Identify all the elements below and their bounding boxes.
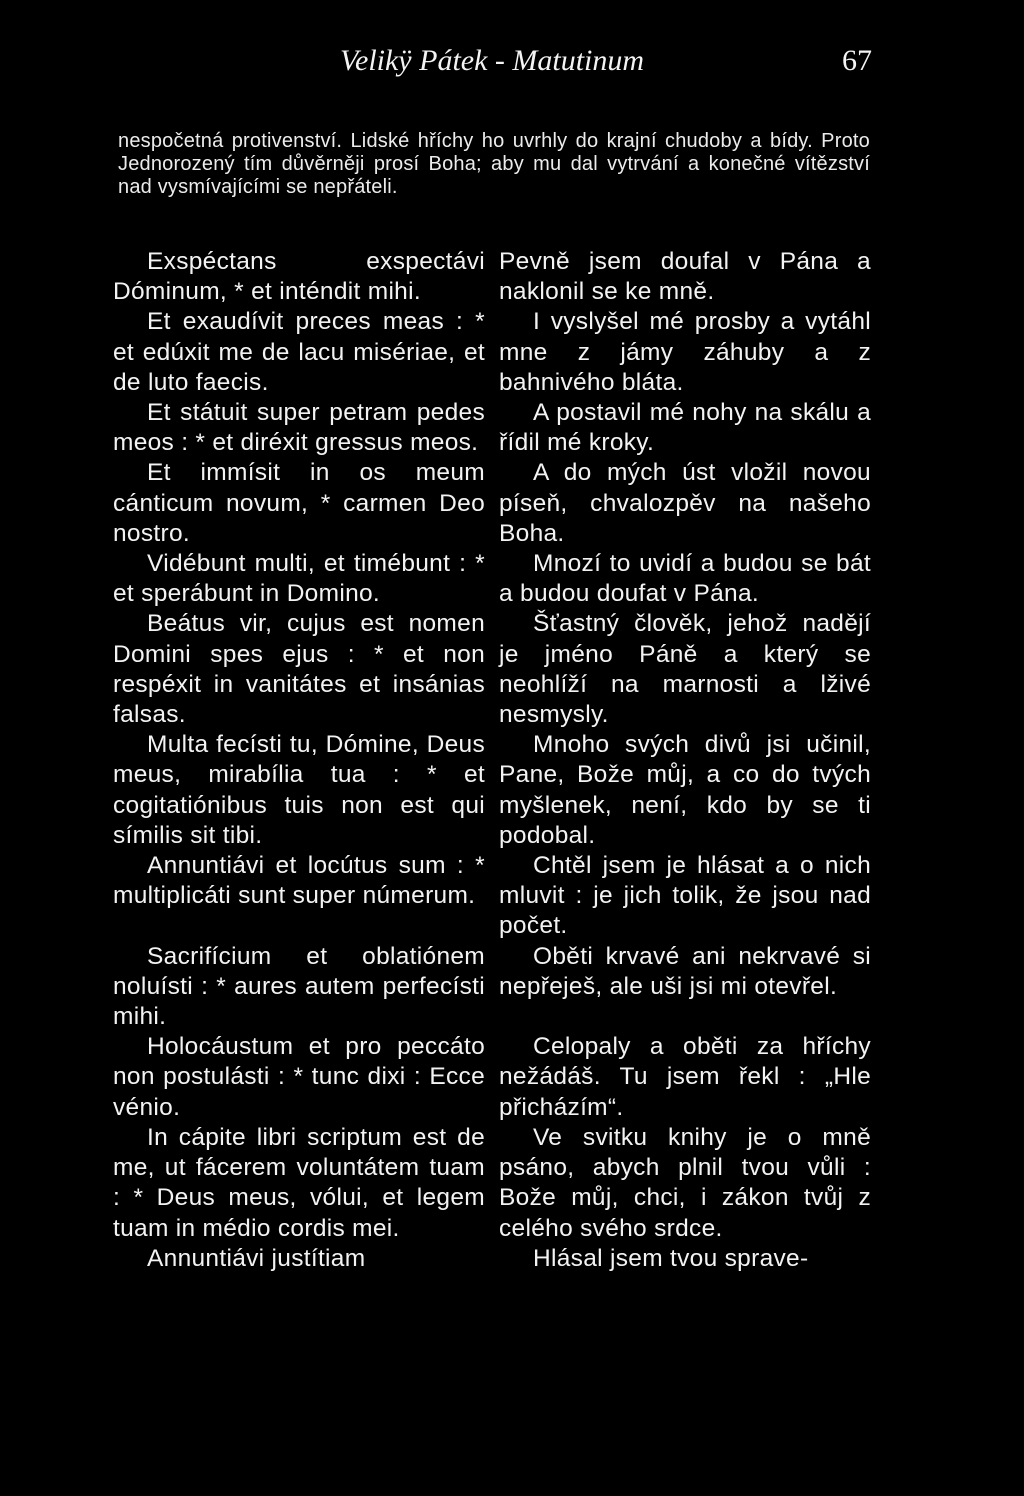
- latin-text: Et státuit super petram pedes meos : * et diréxit gressus meos.: [113, 399, 485, 457]
- psalm-verses: [113, 247, 871, 1274]
- verse-10: [113, 1032, 871, 1123]
- verse-12: [113, 1244, 871, 1274]
- czech-text: Mnozí to uvidí a budou se bát a budou doufat v Pána.: [499, 550, 871, 608]
- czech-text: A do mých úst vložil novou píseň, chvalozpěv na našeho Boha.: [499, 459, 871, 547]
- verse-7: [113, 730, 871, 851]
- latin-text: Et immísit in os meum cánticum novum, * carmen Deo nostro.: [113, 459, 485, 547]
- verse-6: [113, 609, 871, 730]
- czech-text: Chtěl jsem je hlásat a o nich mluvit : je jich tolik, že jsou nad počet.: [499, 852, 871, 940]
- latin-text: Et exaudívit preces meas : * et edúxit me de lacu misériae, et de luto faecis.: [113, 308, 485, 396]
- latin-text: Annuntiávi et locútus sum : * multiplicáti sunt super númerum.: [113, 852, 485, 910]
- latin-text: Beátus vir, cujus est nomen Domini spes ejus : * et non respéxit in vanitátes et insánias falsas.: [113, 610, 485, 729]
- page-header: [0, 44, 1024, 84]
- czech-text: A postavil mé nohy na skálu a řídil mé kroky.: [499, 399, 871, 457]
- latin-text: Exspéctans exspectávi Dóminum, * et inténdit mihi.: [113, 248, 485, 306]
- czech-text: Ve svitku knihy je o mně psáno, abych plnil tvou vůli : Bože můj, chci, i zákon tvůj z celého svého srdce.: [499, 1123, 871, 1242]
- verse-9: [113, 942, 871, 1033]
- verse-5: [113, 549, 871, 609]
- latin-text: Annuntiávi justítiam: [147, 1244, 366, 1272]
- intro-paragraph: nespočetná protivenství. Lidské hříchy ho uvrhly do krajní chudoby a bídy. Proto Jednorozený tím důvěrněji prosí Boha; aby mu dal vytrvání a konečné vítězství nad vysmívajícími se nepřáteli.: [118, 130, 870, 198]
- latin-text: Holocáustum et pro peccáto non postulásti : * tunc dixi : Ecce vénio.: [113, 1033, 485, 1121]
- latin-text: In cápite libri scriptum est de me, ut fácerem voluntátem tuam : * Deus meus, vólui, et legem tuam in médio cordis mei.: [113, 1123, 485, 1242]
- latin-text: Sacrifícium et oblatiónem noluísti : * aures autem perfecísti mihi.: [113, 942, 485, 1031]
- verse-2: [113, 307, 871, 398]
- latin-text: Vidébunt multi, et timébunt : * et sperábunt in Domino.: [113, 550, 485, 608]
- czech-text: Mnoho svých divů jsi učinil, Pane, Bože můj, a co do tvých myšlenek, není, kdo by se ti podobal.: [499, 731, 871, 849]
- czech-text: Šťastný člověk, jehož nadějí je jméno Páně a který se neohlíží na marnosti a lživé nesmysly.: [499, 610, 871, 729]
- czech-text: Pevně jsem doufal v Pána a naklonil se ke mně.: [499, 248, 871, 306]
- czech-text: Oběti krvavé ani nekrvavé si nepřeješ, ale uši jsi mi otevřel.: [499, 942, 871, 1000]
- czech-text: Celopaly a oběti za hříchy nežádáš. Tu jsem řekl : „Hle přicházím“.: [499, 1033, 871, 1121]
- czech-text: Hlásal jsem tvou sprave-: [533, 1244, 809, 1272]
- verse-1: [113, 247, 871, 307]
- page-number: 67: [842, 44, 872, 77]
- verse-11: [113, 1123, 871, 1244]
- verse-3: [113, 398, 871, 458]
- verse-4: [113, 458, 871, 549]
- verse-8: [113, 851, 871, 942]
- czech-text: I vyslyšel mé prosby a vytáhl mne z jámy záhuby a z bahnivého bláta.: [499, 308, 871, 396]
- running-title: Velikÿ Pátek - Matutinum: [340, 44, 645, 77]
- latin-text: Multa fecísti tu, Dómine, Deus meus, mirabília tua : * et cogitatiónibus tuis non est qui símilis sit tibi.: [113, 731, 485, 849]
